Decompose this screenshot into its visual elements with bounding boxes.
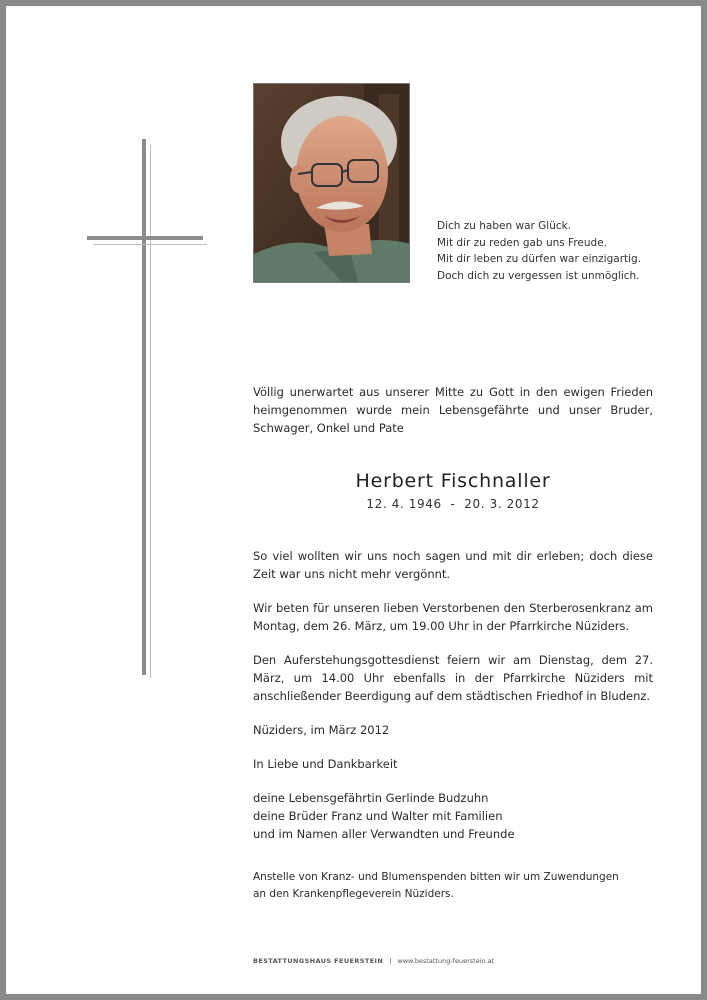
cross-vertical-shadow [150, 145, 151, 678]
intro-text: Völlig unerwartet aus unserer Mitte zu Gott in den ewigen Frieden heimgenommen wurde mein Lebensgefährte und unser Bruder, Schwager, Onkel und Pate [253, 385, 653, 435]
place-date: Nüziders, im März 2012 [253, 723, 390, 737]
cross-horizontal-shadow [93, 244, 207, 245]
donation-note [253, 869, 673, 903]
mourner-line: deine Lebensgefährtin Gerlinde Budzuhn [253, 791, 489, 805]
farewell-paragraph: So viel wollten wir uns noch sagen und mit dir erleben; doch diese Zeit war uns nicht mehr vergönnt. [253, 549, 653, 581]
company-url[interactable]: www.bestattung-feuerstein.at [397, 957, 495, 965]
portrait-image [254, 84, 410, 283]
mourner-line: deine Brüder Franz und Walter mit Familien [253, 809, 503, 823]
funeral-paragraph: Den Auferstehungsgottesdienst feiern wir am Dienstag, dem 27. März, um 14.00 Uhr ebenfalls in der Pfarrkirche Nüziders mit anschließender Beerdigung auf dem städtischen Friedhof in Bludenz. [253, 653, 653, 703]
poem [437, 218, 677, 284]
rosary-paragraph: Wir beten für unseren lieben Verstorbenen den Sterberosenkranz am Montag, dem 26. März, um 19.00 Uhr in der Pfarrkirche Nüziders. [253, 601, 653, 633]
greeting: In Liebe und Dankbarkeit [253, 757, 398, 771]
footer [253, 957, 494, 965]
poem-line: Mit dir leben zu dürfen war einzigartig. [437, 253, 642, 265]
notice-body [253, 547, 653, 859]
portrait-photo [253, 83, 410, 283]
life-dates: 12. 4. 1946 - 20. 3. 2012 [366, 497, 540, 511]
donation-line: Anstelle von Kranz- und Blumenspenden bitten wir um Zuwendungen [253, 871, 619, 883]
mourner-line: und im Namen aller Verwandten und Freunde [253, 827, 515, 841]
donation-line: an den Krankenpflegeverein Nüziders. [253, 888, 454, 900]
poem-line: Dich zu haben war Glück. [437, 220, 572, 232]
cross-vertical-bar [142, 139, 146, 675]
cross-horizontal-bar [87, 236, 203, 240]
mourners-list [253, 789, 653, 843]
company-name: BESTATTUNGSHAUS FEUERSTEIN [253, 957, 384, 965]
poem-line: Mit dir zu reden gab uns Freude. [437, 236, 607, 249]
poem-line: Doch dich zu vergessen ist unmöglich. [437, 269, 640, 282]
deceased-name: Herbert Fischnaller [355, 470, 551, 492]
footer-separator: | [389, 957, 392, 965]
